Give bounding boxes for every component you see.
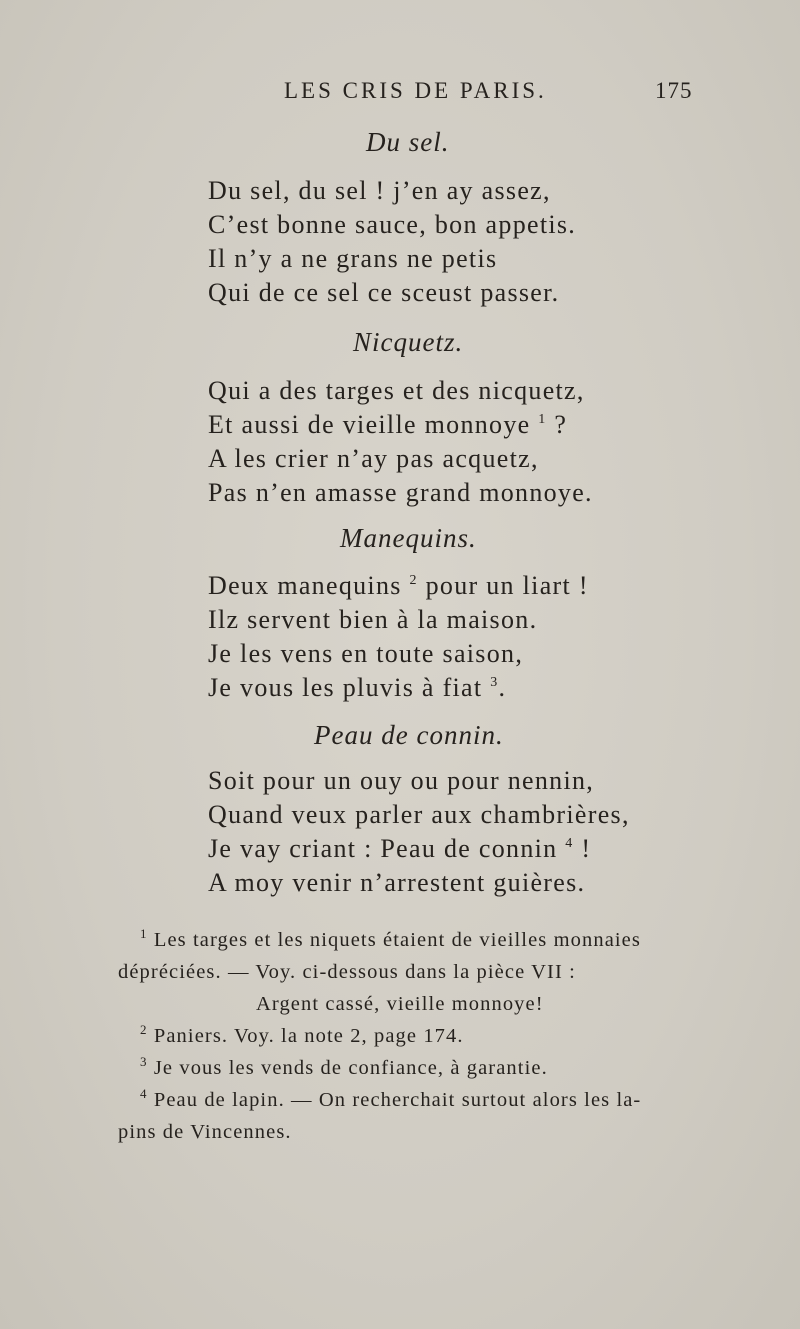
verse-line: Deux manequins $^2$ pour un liart ! [208, 571, 589, 600]
page-header [0, 78, 800, 108]
verse-line: Et aussi de vieille monnoye $^1$ ? [208, 410, 568, 439]
verse-line: Pas n’en amasse grand monnoye. [208, 478, 593, 507]
stanza-nicquetz [208, 374, 593, 510]
verse-line: Ilz servent bien à la maison. [208, 605, 538, 634]
footnote-continuation: pins de Vincennes. [118, 1121, 292, 1143]
verse-line: Qui de ce sel ce sceust passer. [208, 278, 560, 307]
verse-line: Je les vens en toute saison, [208, 639, 524, 668]
stanza-manequins [208, 569, 589, 705]
footnote-continuation: dépréciées. — Voy. ci-dessous dans la pièce VII : [118, 961, 576, 983]
verse-line: Du sel, du sel ! j’en ay assez, [208, 176, 551, 205]
footnote-ref: 1 [538, 412, 547, 427]
verse-line: Je vous les pluvis à fiat $^3$. [208, 673, 507, 702]
footnote-ref: 3 [490, 675, 499, 690]
verse-line: A les crier n’ay pas acquetz, [208, 444, 539, 473]
footnote-ref: 2 [409, 573, 418, 588]
verse-line: Quand veux parler aux chambrières, [208, 800, 630, 829]
page-number: 175 [655, 78, 693, 103]
running-title: LES CRIS DE PARIS. [284, 78, 547, 103]
footnote: $^3$ Je vous les vends de confiance, à garantie. [140, 1054, 548, 1079]
footnote-ref: 4 [565, 836, 574, 851]
footnote-quote: Argent cassé, vieille monnoye! [256, 993, 544, 1015]
verse-line: Je vay criant : Peau de connin $^4$ ! [208, 834, 592, 863]
book-page: LES CRIS DE PARIS. 175 Du sel. Du sel, du sel ! j’en ay assez, C’est bonne sauce, bon appetis. Il n’y a ne grans ne petis Qui de ce sel ce sceust passer. Nicquetz. Qui a des targes et des nicquetz, Et aussi de vieille monnoye $^1$ ? A les crier n’ay pas acquetz, Pas n’en amasse grand monnoye. Manequins. Deux manequins $^2$ pour un liart ! Ilz servent bien à la maison. Je les vens en toute saison, Je vous les pluvis à fiat $^3$. Peau de connin. Soit pour un ouy ou pour nennin, Quand veux parler aux chambrières, Je vay criant : Peau de connin $^4$ ! A moy venir n’arrestent guières. $^1$ Les targes et les niquets étaient de vieilles monnaies dépréciées. — Voy. ci-dessous dans la pièce VII : Argent cassé, vieille monnoye! $^2$ Paniers. Voy. la note 2, page 174. $^3$ Je vous les vends de confiance, à garantie. $^4$ Peau de lapin. — On recherchait surtout alors les la- pins de Vincennes. [0, 0, 800, 1329]
verse-line: Qui a des targes et des nicquetz, [208, 376, 585, 405]
footnote: $^1$ Les targes et les niquets étaient de vieilles monnaies [140, 926, 641, 951]
verse-line: A moy venir n’arrestent guières. [208, 868, 586, 897]
verse-line: Soit pour un ouy ou pour nennin, [208, 766, 595, 795]
verse-line: C’est bonne sauce, bon appetis. [208, 210, 577, 239]
stanza-peau-de-connin [208, 764, 630, 900]
footnote: $^4$ Peau de lapin. — On recherchait surtout alors les la- [140, 1086, 642, 1111]
verse-line: Il n’y a ne grans ne petis [208, 244, 498, 273]
stanza-du-sel [208, 174, 576, 310]
footnote: $^2$ Paniers. Voy. la note 2, page 174. [140, 1022, 464, 1047]
